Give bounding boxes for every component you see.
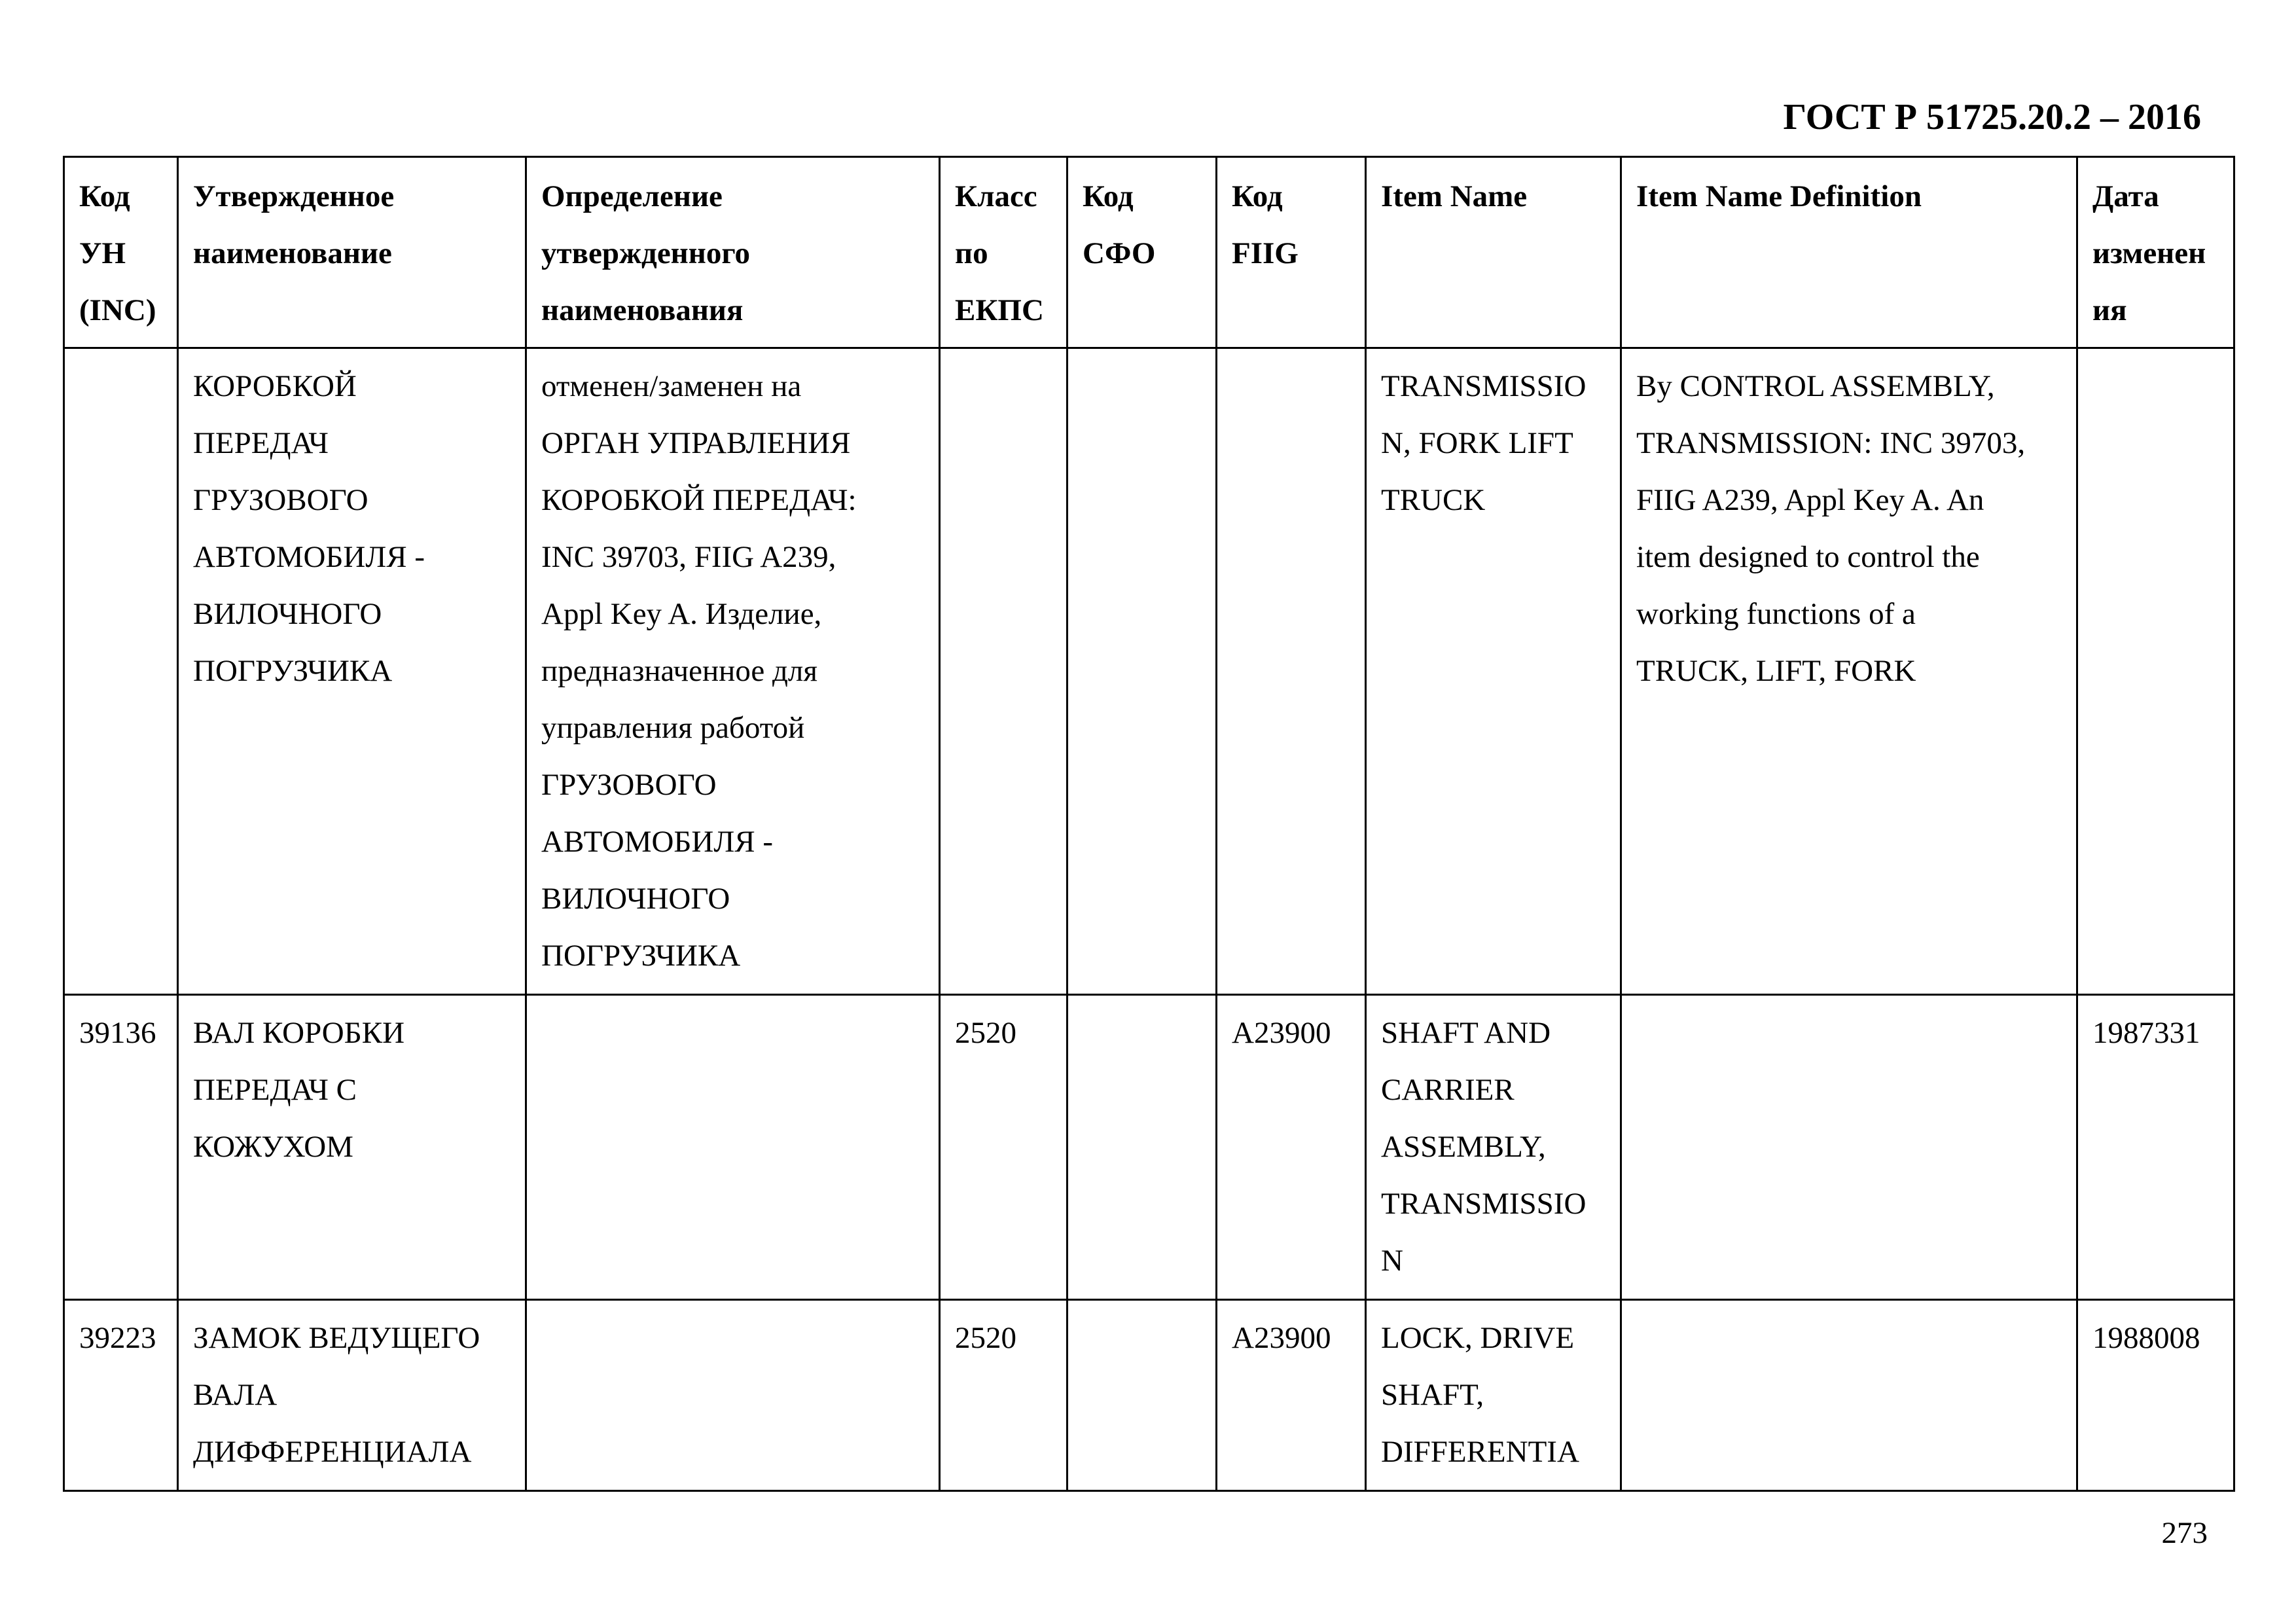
cell-text-line: A23900 xyxy=(1232,1321,1331,1355)
cell-text-line: TRUCK xyxy=(1381,483,1486,517)
cell-text-line: Код xyxy=(1083,179,1134,213)
header-approved-name xyxy=(178,157,526,348)
cell-fiig-code xyxy=(1217,348,1366,995)
cell-text-line: working functions of a xyxy=(1636,597,1916,631)
cell-ekps-class xyxy=(940,348,1067,995)
cell-change-date xyxy=(2077,348,2234,995)
cell-text-line: ЕКПС xyxy=(955,293,1044,327)
cell-text-line: TRANSMISSIO xyxy=(1381,1187,1587,1221)
cell-text-line: ЗАМОК ВЕДУЩЕГО xyxy=(193,1321,480,1355)
cell-name-definition xyxy=(526,995,940,1300)
cell-sfo-code xyxy=(1067,995,1217,1300)
cell-text-line: item designed to control the xyxy=(1636,540,1980,574)
table-header-row xyxy=(64,157,2234,348)
cell-text-line: 2520 xyxy=(955,1016,1016,1050)
cell-item-name xyxy=(1366,995,1621,1300)
cell-item-name-definition xyxy=(1621,995,2077,1300)
cell-text-line: отменен/заменен на xyxy=(541,369,802,403)
cell-item-name-definition xyxy=(1621,348,2077,995)
cell-ekps-class xyxy=(940,995,1067,1300)
cell-text-line: ВАЛА xyxy=(193,1378,278,1412)
cell-text-line: N xyxy=(1381,1244,1403,1278)
cell-text-line: предназначенное для xyxy=(541,654,817,688)
header-item-name-definition xyxy=(1621,157,2077,348)
cell-inc-code xyxy=(64,1300,178,1491)
cell-text-line: ВИЛОЧНОГО xyxy=(541,882,730,916)
table-row xyxy=(64,348,2234,995)
header-sfo-code xyxy=(1067,157,1217,348)
cell-fiig-code xyxy=(1217,1300,1366,1491)
cell-text-line: 2520 xyxy=(955,1321,1016,1355)
cell-text-line: (INC) xyxy=(79,293,156,327)
cell-text-line: утвержденного xyxy=(541,236,751,270)
cell-text-line: By CONTROL ASSEMBLY, xyxy=(1636,369,1995,403)
cell-text-line: LOCK, DRIVE xyxy=(1381,1321,1575,1355)
cell-text-line: Определение xyxy=(541,179,723,213)
header-fiig-code xyxy=(1217,157,1366,348)
cell-text-line: по xyxy=(955,236,988,270)
cell-text-line: наименование xyxy=(193,236,392,270)
cell-item-name xyxy=(1366,348,1621,995)
cell-text-line: 39223 xyxy=(79,1321,156,1355)
cell-text-line: 39136 xyxy=(79,1016,156,1050)
cell-text-line: Класс xyxy=(955,179,1037,213)
cell-text-line: ия xyxy=(2092,293,2127,327)
cell-text-line: ОРГАН УПРАВЛЕНИЯ xyxy=(541,426,851,460)
cell-text-line: КОРОБКОЙ xyxy=(193,369,357,403)
cell-text-line: УН xyxy=(79,236,126,270)
cell-text-line: Код xyxy=(79,179,130,213)
cell-text-line: СФО xyxy=(1083,236,1156,270)
cell-text-line: INC 39703, FIIG A239, xyxy=(541,540,836,574)
header-name-definition xyxy=(526,157,940,348)
cell-text-line: N, FORK LIFT xyxy=(1381,426,1573,460)
cell-sfo-code xyxy=(1067,348,1217,995)
cell-text-line: 1987331 xyxy=(2092,1016,2200,1050)
cell-text-line: ВАЛ КОРОБКИ xyxy=(193,1016,405,1050)
cell-text-line: ДИФФЕРЕНЦИАЛА xyxy=(193,1435,472,1469)
cell-name-definition xyxy=(526,1300,940,1491)
cell-text-line: DIFFERENTIA xyxy=(1381,1435,1579,1469)
table-row xyxy=(64,995,2234,1300)
cell-item-name-definition xyxy=(1621,1300,2077,1491)
cell-fiig-code xyxy=(1217,995,1366,1300)
cell-text-line: FIIG A239, Appl Key A. An xyxy=(1636,483,1984,517)
cell-text-line: АВТОМОБИЛЯ - xyxy=(541,825,773,859)
cell-text-line: ПОГРУЗЧИКА xyxy=(541,939,741,973)
cell-text-line: КОРОБКОЙ ПЕРЕДАЧ: xyxy=(541,483,857,517)
classification-table xyxy=(63,156,2235,1492)
cell-item-name xyxy=(1366,1300,1621,1491)
cell-text-line: ВИЛОЧНОГО xyxy=(193,597,382,631)
cell-text-line: ПЕРЕДАЧ С xyxy=(193,1073,357,1107)
cell-text-line: Код xyxy=(1232,179,1283,213)
cell-approved-name xyxy=(178,1300,526,1491)
header-inc-code xyxy=(64,157,178,348)
cell-text-line: A23900 xyxy=(1232,1016,1331,1050)
cell-text-line: ГРУЗОВОГО xyxy=(193,483,368,517)
cell-change-date xyxy=(2077,995,2234,1300)
cell-text-line: изменен xyxy=(2092,236,2206,270)
cell-sfo-code xyxy=(1067,1300,1217,1491)
cell-text-line: Item Name Definition xyxy=(1636,179,1922,213)
cell-text-line: TRANSMISSION: INC 39703, xyxy=(1636,426,2026,460)
cell-text-line: АВТОМОБИЛЯ - xyxy=(193,540,425,574)
cell-text-line: КОЖУХОМ xyxy=(193,1130,353,1164)
cell-text-line: FIIG xyxy=(1232,236,1299,270)
header-change-date xyxy=(2077,157,2234,348)
page-number: 273 xyxy=(2161,1516,2208,1550)
cell-text-line: ГРУЗОВОГО xyxy=(541,768,717,802)
cell-text-line: ASSEMBLY, xyxy=(1381,1130,1546,1164)
cell-text-line: TRANSMISSIO xyxy=(1381,369,1587,403)
cell-text-line: наименования xyxy=(541,293,744,327)
cell-text-line: Дата xyxy=(2092,179,2159,213)
cell-text-line: 1988008 xyxy=(2092,1321,2200,1355)
cell-text-line: ПЕРЕДАЧ xyxy=(193,426,329,460)
cell-text-line: TRUCK, LIFT, FORK xyxy=(1636,654,1916,688)
document-title: ГОСТ Р 51725.20.2 – 2016 xyxy=(1783,97,2201,137)
cell-inc-code xyxy=(64,348,178,995)
cell-change-date xyxy=(2077,1300,2234,1491)
cell-text-line: CARRIER xyxy=(1381,1073,1515,1107)
header-ekps-class xyxy=(940,157,1067,348)
cell-approved-name xyxy=(178,995,526,1300)
cell-approved-name xyxy=(178,348,526,995)
cell-text-line: SHAFT AND xyxy=(1381,1016,1551,1050)
cell-text-line: SHAFT, xyxy=(1381,1378,1484,1412)
cell-inc-code xyxy=(64,995,178,1300)
cell-text-line: ПОГРУЗЧИКА xyxy=(193,654,393,688)
cell-text-line: управления работой xyxy=(541,711,805,745)
cell-name-definition xyxy=(526,348,940,995)
table-row xyxy=(64,1300,2234,1491)
header-item-name xyxy=(1366,157,1621,348)
cell-text-line: Утвержденное xyxy=(193,179,395,213)
cell-text-line: Appl Key A. Изделие, xyxy=(541,597,822,631)
cell-ekps-class xyxy=(940,1300,1067,1491)
cell-text-line: Item Name xyxy=(1381,179,1528,213)
